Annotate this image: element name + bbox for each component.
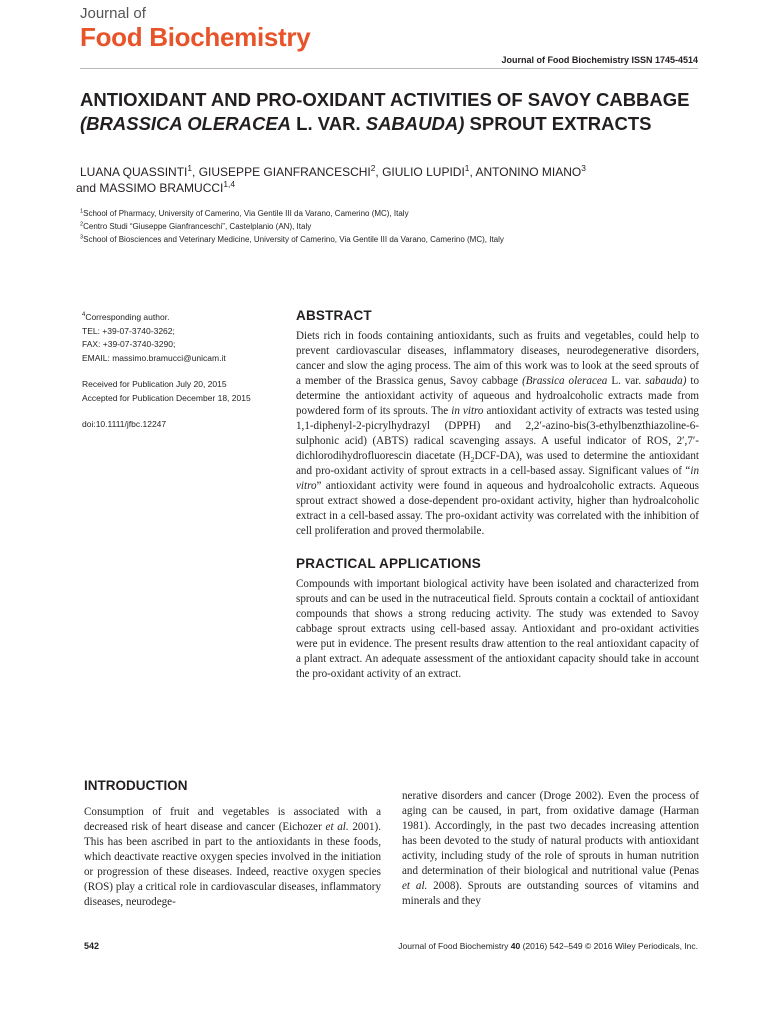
- affiliation: [80, 233, 700, 246]
- intro-span: 2008). Sprouts are outstanding sources of vitamins and minerals and they: [402, 880, 699, 907]
- introduction-column-2: [402, 789, 699, 909]
- author-affil-sup: 1: [187, 163, 193, 173]
- article-title: [80, 88, 700, 136]
- footer-volume: 40: [510, 941, 521, 951]
- abstract-italic: sabauda): [645, 375, 687, 387]
- journal-logo-main: Food Biochemistry: [80, 22, 311, 52]
- abstract-span: L. var.: [607, 375, 646, 387]
- abstract-italic: in vitro: [451, 405, 484, 417]
- intro-span: Consumption of fruit and vegetables is associated with a decreased risk of heart disease and cancer (Eichozer: [84, 806, 381, 833]
- intro-span: nerative disorders and cancer (Droge 2002). Even the process of aging can be caused, in part, from oxidative damage (Harman 1981). Accordingly, in the past two decades increasing attention has been devoted to the study of natural products with antioxidant activity, including study of the role of sprouts in human nutrition and determination of their biological and nutritional value (Penas: [402, 790, 699, 877]
- author-list: [76, 163, 700, 196]
- abstract-span: antioxidant activity of extracts was tested using 1,1-diphenyl-2-picrylhydrazyl (DPPH) and 2,2′-azino-bis(3-ethylbenzthiazoline-6-sulphonic acid) (ABTS) radical scavenging assays. A useful indicator of ROS, 2′,7′-dichlorodihydrofluorescin diacetate (H: [296, 405, 699, 462]
- corr-sup: 4: [82, 312, 86, 319]
- abstract-span: ” antioxidant activity were found in aqueous and hydroalcoholic extracts. Aqueous sprout extract showed a dose-dependent pro-oxidant activity, higher than hydroalcoholic extract in a cell-based assay. The pro-oxidant activity was correlated with the inhibition of cell proliferation and proved thermolabile.: [296, 480, 699, 537]
- footer-cite-part: (2016) 542–549 © 2016 Wiley Periodicals, Inc.: [520, 941, 698, 951]
- title-italic-part: (BRASSICA OLERACEA: [80, 113, 292, 134]
- abstract-span: Diets rich in foods containing antioxidants, such as fruits and vegetables, could help to prevent cardiovascular diseases, inflammatory diseases, neurodegenerative disorders, cancer and slow the aging process. The aim of this work was to look at the seed sprouts of a member of the Brassica genus, Savoy cabbage: [296, 330, 699, 387]
- title-part: ANTIOXIDANT AND PRO-OXIDANT ACTIVITIES OF SAVOY CABBAGE: [80, 89, 690, 110]
- affiliation-text: School of Pharmacy, University of Camerino, Via Gentile III da Varano, Camerino (MC), Italy: [83, 209, 409, 218]
- footer-citation: [398, 941, 698, 951]
- issn-line: Journal of Food Biochemistry ISSN 1745-4514: [501, 55, 698, 65]
- received-date: Received for Publication July 20, 2015: [82, 379, 227, 389]
- abstract-heading: ABSTRACT: [296, 308, 372, 323]
- abstract-span: to determine the antioxidant activity of aqueous and hydroalcoholic extracts made from powdered form of its sprouts. The: [296, 375, 700, 417]
- intro-italic: et al.: [402, 880, 428, 892]
- introduction-column-1: [84, 805, 381, 910]
- author-name: ANTONINO MIANO: [475, 165, 582, 179]
- author-affil-sup: 1: [464, 163, 470, 173]
- affiliation: [80, 207, 700, 220]
- corr-label: Corresponding author.: [85, 312, 170, 322]
- author-name: GIULIO LUPIDI: [382, 165, 465, 179]
- introduction-text-2: [402, 789, 699, 909]
- abstract-text: [296, 329, 699, 539]
- introduction-heading: INTRODUCTION: [84, 778, 188, 793]
- header-divider: [80, 68, 698, 69]
- page-number: 542: [84, 941, 100, 951]
- intro-span: 2001). This has been ascribed in part to the antioxidants in these foods, which deactivate reactive oxygen species involved in the initiation or progression of these diseases. Indeed, reactive oxygen species (ROS) play a critical role in cardiovascular diseases, inflammatory diseases, neurodege-: [84, 821, 381, 908]
- corresponding-author: [82, 311, 282, 325]
- email[interactable]: EMAIL: massimo.bramucci@unicam.it: [82, 352, 226, 363]
- practical-applications-text: Compounds with important biological activity have been isolated and characterized from sprouts and can be used in the nutraceutical field. Sprouts contain a cocktail of antioxidant compounds that shows a strong reducing activity. The study was extended to Savoy cabbage sprout extracts using cell-based assay. Antioxidant and pro-oxidant activities were put in evidence. The present results draw attention to the real antioxidant capacity of a plant extract. An adequate assessment of the antioxidant capacity should take in account the pro-oxidant activity of an extract.: [296, 578, 699, 680]
- abstract-span: DCF-DA), was used to determine the antioxidant and pro-oxidant activity of sprout extracts in a cell-based assay. Significant values of “: [296, 450, 699, 477]
- doi-link[interactable]: doi:10.1111/jfbc.12247: [82, 419, 167, 429]
- affiliation-sup: 3: [80, 234, 84, 241]
- title-italic-part: SABAUDA): [365, 113, 465, 134]
- affiliation: [80, 220, 700, 233]
- accepted-date: Accepted for Publication December 18, 2015: [82, 392, 251, 403]
- affiliation-list: [80, 207, 700, 246]
- author-affil-sup: 1,4: [223, 179, 236, 189]
- author-name: MASSIMO BRAMUCCI: [99, 181, 224, 195]
- author-name: GIUSEPPE GIANFRANCESCHI: [198, 165, 371, 179]
- journal-logo-top: Journal of: [80, 5, 146, 22]
- affiliation-text: School of Biosciences and Veterinary Medicine, University of Camerino, Via Gentile III da Varano, Camerino (MC), Italy: [83, 235, 504, 244]
- author-name: LUANA QUASSINTI: [80, 165, 188, 179]
- introduction-text-1: [84, 805, 381, 910]
- title-part: SPROUT EXTRACTS: [464, 113, 652, 134]
- fax: FAX: +39-07-3740-3290;: [82, 339, 176, 349]
- footer-cite-part: Journal of Food Biochemistry: [398, 941, 511, 951]
- article-metadata: [82, 311, 282, 432]
- title-part: L. VAR.: [291, 113, 366, 134]
- abstract-subscript: 2: [470, 455, 475, 465]
- abstract-italic: in vitro: [296, 465, 699, 492]
- author-affil-sup: 2: [370, 163, 376, 173]
- abstract-column: [296, 308, 699, 682]
- author-sep: ,: [469, 165, 476, 179]
- practical-applications-heading: PRACTICAL APPLICATIONS: [296, 556, 481, 571]
- author-and: and: [76, 181, 100, 195]
- intro-italic: et al.: [325, 821, 349, 833]
- author-sep: ,: [375, 165, 383, 179]
- author-sep: ,: [192, 165, 199, 179]
- affiliation-sup: 1: [80, 208, 84, 215]
- abstract-italic: (Brassica oleracea: [522, 375, 608, 387]
- affiliation-sup: 2: [80, 221, 84, 228]
- telephone: TEL: +39-07-3740-3262;: [82, 325, 175, 336]
- author-affil-sup: 3: [581, 163, 586, 173]
- affiliation-text: Centro Studi “Giuseppe Gianfranceschi”, Castelplanio (AN), Italy: [83, 222, 312, 231]
- journal-logo: [80, 6, 310, 52]
